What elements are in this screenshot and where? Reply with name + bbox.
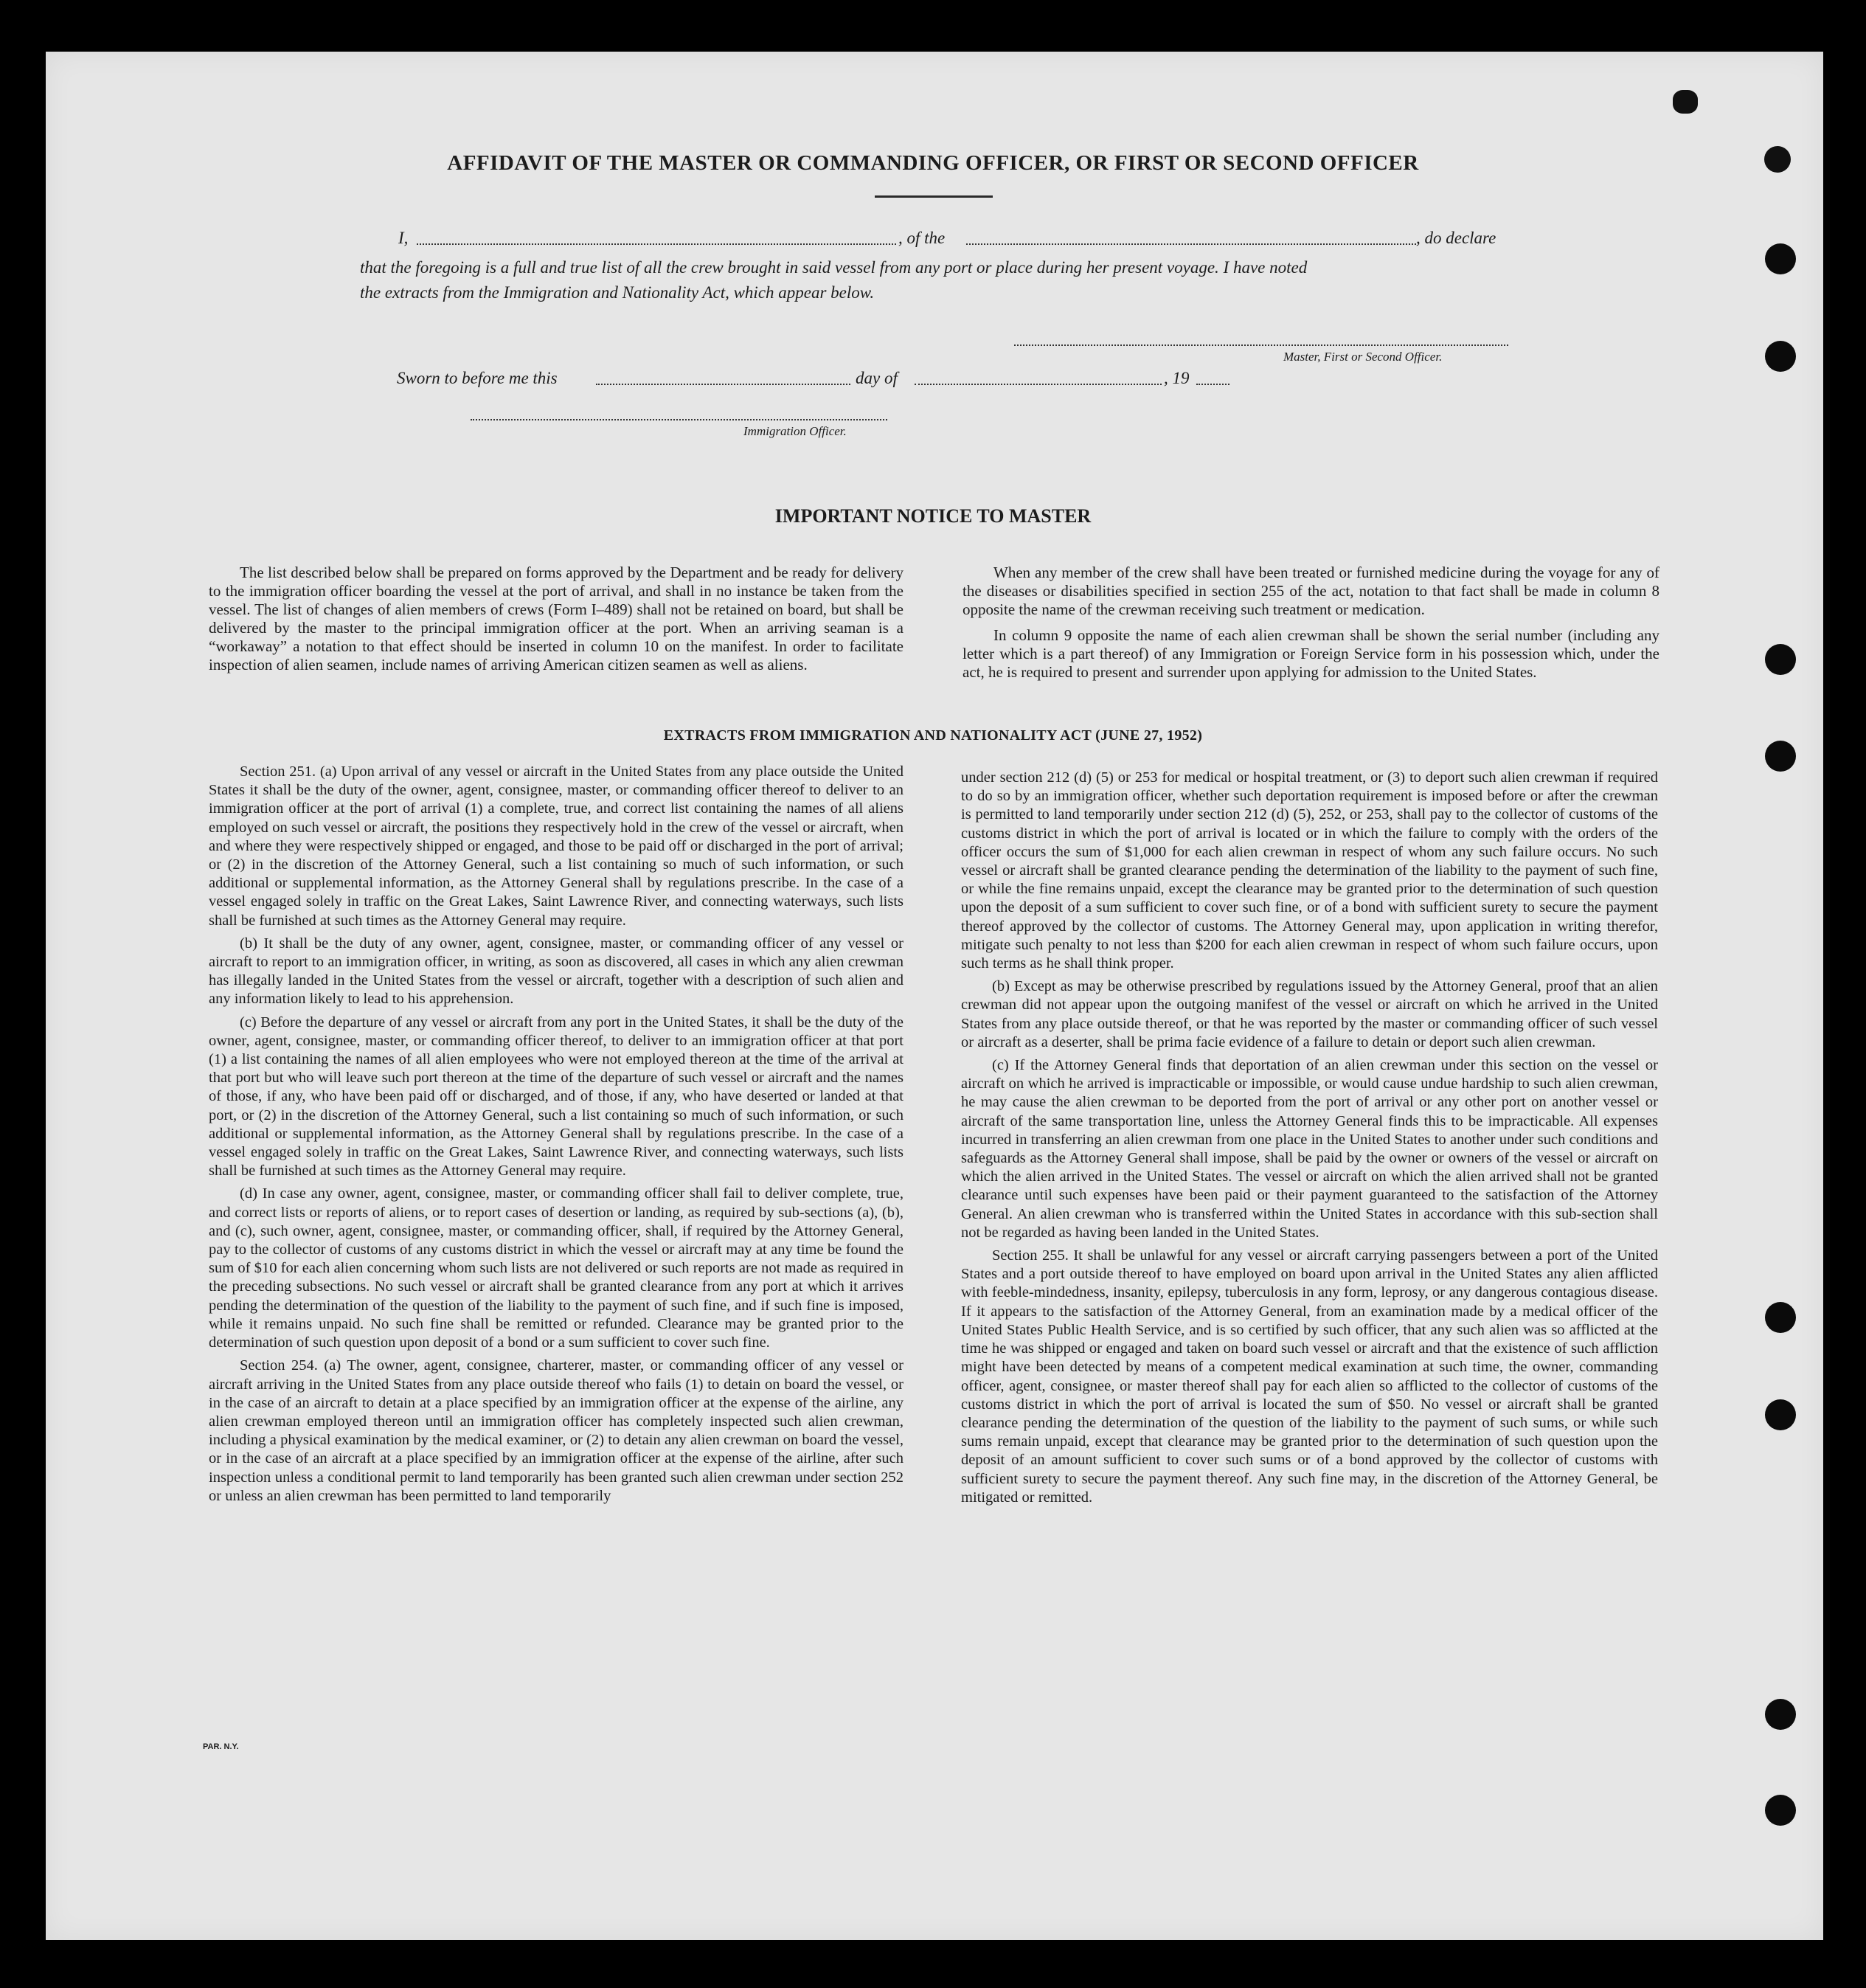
notice-left-column bbox=[209, 564, 903, 682]
do-declare-label: , do declare bbox=[1416, 229, 1496, 247]
binder-hole bbox=[1765, 243, 1796, 274]
notice-right-paragraph-1: When any member of the crew shall have been treated or furnished medicine during the voyage for any of the diseases or disabilities specified in section 255 of the act, notation to that fact shall be made in column 8 opposite the name of the crewman receiving such treatment or medication. bbox=[963, 564, 1659, 618]
binder-hole bbox=[1765, 741, 1796, 772]
sworn-day-line bbox=[596, 384, 850, 385]
section-254-a: Section 254. (a) The owner, agent, consignee, charterer, master, or commanding officer of any vessel or aircraft arriving in the United States from any place outside thereof who fails (1) to detain on board the vessel, or in the case of an aircraft to detain at a place specified by an immigration officer at the expense of the airline, any alien crewman employed thereon until an immigration officer has completely inspected such alien crewman, including a physical examination by the medical examiner, or (2) to detain any alien crewman on board the vessel, or in the case of an aircraft at a place specified by an immigration officer at the expense of the airline, after such inspection unless a conditional permit to land temporarily has been granted such alien crewman under section 252 or unless an alien crewman has been permitted to land temporarily bbox=[209, 1357, 903, 1504]
notice-right-paragraph-2: In column 9 opposite the name of each alien crewman shall be shown the serial number (including any letter which is a part thereof) of any Immigration or Foreign Service form in his possession which, under the act, he is required to present and surrender upon applying for admission to the United States. bbox=[963, 626, 1659, 681]
binder-hole bbox=[1765, 341, 1796, 372]
torn-corner-mark bbox=[1673, 90, 1698, 114]
extracts-left-column bbox=[209, 763, 903, 1510]
binder-hole bbox=[1765, 1399, 1796, 1430]
section-254-a-continued: under section 212 (d) (5) or 253 for medical or hospital treatment, or (3) to deport such alien crewman if required to do so by an immigration officer, whether such deportation requirement is imposed before or after the crewman is permitted to land temporarily under section 212 (d) (5), 252, or 253, shall pay to the collector of customs of the customs district in which the port of arrival is located or in which the failure to comply with the orders of the officer occurs the sum of $1,000 for each alien crewman in respect of whom any such failure occurs. No such vessel or aircraft shall be granted clearance pending the determination of the liability to the payment of such fine, or while the fine remains unpaid, except the clearance may be granted prior to the determination of such question upon the deposit of a sum sufficient to cover such fine, or of a bond with sufficient surety to secure the payment thereof approved by the collector of customs. The Attorney General may, upon application in writing therefor, mitigate such penalty to not less than $200 for each alien crewman in respect of whom such failure occurs, upon such terms as he shall think proper. bbox=[961, 769, 1658, 972]
extracts-right-column bbox=[961, 769, 1658, 1511]
notice-title: IMPORTANT NOTICE TO MASTER bbox=[774, 505, 1092, 527]
day-of-label: day of bbox=[856, 369, 898, 387]
affidavit-title: AFFIDAVIT OF THE MASTER OR COMMANDING OFFICER, OR FIRST OR SECOND OFFICER bbox=[447, 151, 1419, 175]
declaration-line-2: the extracts from the Immigration and Nationality Act, which appear below. bbox=[360, 283, 875, 302]
master-caption: Master, First or Second Officer. bbox=[1283, 350, 1443, 364]
declaration-line-1: that the foregoing is a full and true list of all the crew brought in said vessel from any port or place during her present voyage. I have noted bbox=[360, 258, 1308, 277]
sworn-year-line bbox=[1196, 384, 1229, 385]
binder-hole bbox=[1765, 1795, 1796, 1826]
of-the-label: , of the bbox=[898, 229, 946, 247]
sworn-month-line bbox=[915, 384, 1162, 385]
section-251-b: (b) It shall be the duty of any owner, agent, consignee, master, or commanding officer of any vessel or aircraft to report to an immigration officer, in writing, as soon as discovered, all cases in which any alien crewman has illegally landed in the United States from the vessel or aircraft, together with a description of such alien and any information likely to lead to his apprehension. bbox=[209, 935, 903, 1008]
notice-left-paragraph: The list described below shall be prepared on forms approved by the Department and be ready for delivery to the immigration officer boarding the vessel at the port of arrival, and shall in no instance be taken from the vessel. The list of changes of alien members of crews (Form I–489) shall not be retained on board, but shall be delivered by the master to the principal immigration officer at the port. When an arriving seaman is a “workaway” a notation to that effect should be inserted in column 10 on the manifest. In order to facilitate inspection of alien seamen, include names of arriving American citizen seamen as well as aliens. bbox=[209, 564, 903, 673]
section-254-c: (c) If the Attorney General finds that deportation of an alien crewman under this section on the vessel or aircraft on which he arrived is impracticable or impossible, or would cause undue hardship to such alien crewman, he may cause the alien crewman to be deported from the port of arrival or any other port on another vessel or aircraft of the same transportation line, unless the Attorney General finds this to be impracticable. All expenses incurred in transferring an alien crewman from one place in the United States to another under such conditions and safeguards as the Attorney General shall impose, shall be paid by the owner or owners of the vessel or aircraft on which the alien arrived in the United States. The vessel or aircraft on which the alien arrived shall not be granted clearance until such expenses have been paid or their payment guaranteed to the satisfaction of the Attorney General. An alien crewman who is transferred within the United States in accordance with this sub-section shall not be regarded as having been landed in the United States. bbox=[961, 1057, 1658, 1241]
master-signature-line bbox=[1014, 344, 1508, 346]
section-251-a: Section 251. (a) Upon arrival of any vessel or aircraft in the United States from any place outside the United States it shall be the duty of the owner, agent, consignee, master, or commanding officer thereof to deliver to an immigration officer at the port of arrival (1) a complete, true, and correct list containing the names of all aliens employed on such vessel or aircraft, the positions they respectively hold in the crew of the vessel or aircraft, when and where they were respectively shipped or engaged, and those to be paid off or discharged in the port of arrival; or (2) in the discretion of the Attorney General, such a list containing so much of such information, or such additional or supplemental information, as the Attorney General shall by regulations prescribe. In the case of a vessel engaged solely in traffic on the Great Lakes, Saint Lawrence River, and connecting waterways, such lists shall be furnished at such times as the Attorney General may require. bbox=[209, 763, 903, 929]
title-rule bbox=[875, 195, 993, 198]
i-label: I, bbox=[398, 229, 409, 247]
sworn-label: Sworn to before me this bbox=[397, 369, 558, 387]
section-251-d: (d) In case any owner, agent, consignee, master, or commanding officer shall fail to deliver complete, true, and correct lists or reports of aliens, or to report cases of desertion or landing, as required by sub-sections (a), (b), and (c), such owner, agent, consignee, master, or commanding officer, shall, if required by the Attorney General, pay to the collector of customs of any customs district in which the vessel or aircraft may at any time be found the sum of $10 for each alien concerning whom such lists are not delivered or such reports are not made as required in the preceding subsections. No such vessel or aircraft shall be granted clearance from any port at which it arrives pending the determination of the question of the liability to the payment of such fine, and if such fine is imposed, while it remains unpaid. No such fine shall be remitted or refunded. Clearance may be granted prior to the determination of such question upon deposit of a bond or a sum sufficient to cover such fine. bbox=[209, 1185, 903, 1351]
notice-right-column bbox=[963, 564, 1659, 689]
vessel-field-line bbox=[966, 243, 1416, 245]
binder-hole bbox=[1765, 1699, 1796, 1730]
immigration-officer-caption: Immigration Officer. bbox=[743, 424, 847, 438]
section-255: Section 255. It shall be unlawful for any vessel or aircraft carrying passengers between a port of the United States and a port outside thereof to have employed on board upon arrival in the United States any alien afflicted with feeble-mindedness, insanity, epilepsy, tuberculosis in any form, leprosy, or any dangerous contagious disease. If it appears to the satisfaction of the Attorney General, from an examination made by a medical officer of the United States Public Health Service, and is so certified by such officer, that any such alien was so afflicted at the time he was shipped or engaged and taken on board such vessel or aircraft and that the existence of such affliction might have been detected by means of a competent medical examination at such time, the owner, commanding officer, agent, consignee, or master thereof shall pay for each alien so afflicted to the collector of customs of the customs district in which the port of arrival is located the sum of $50. No vessel or aircraft shall be granted clearance pending the determination of the question of the liability to the payment of such sums, or while such sums remain unpaid, except that clearance may be granted prior to the determination of such question upon the deposit of an amount sufficient to cover such sums or of a bond approved by the collector of customs with sufficient surety to secure the payment thereof. Any such fine may, in the discretion of the Attorney General, be mitigated or remitted. bbox=[961, 1247, 1658, 1506]
printer-mark: PAR. N.Y. bbox=[203, 1742, 239, 1751]
officer-signature-line bbox=[471, 419, 887, 420]
section-254-b: (b) Except as may be otherwise prescribed by regulations issued by the Attorney General, proof that an alien crewman did not appear upon the outgoing manifest of the vessel or aircraft on which he arrived in the United States from any place outside thereof, or that he was reported by the master or commanding officer of such vessel or aircraft as a deserter, shall be prima facie evidence of a failure to detain or deport such alien crewman. bbox=[961, 978, 1658, 1050]
extracts-title: EXTRACTS FROM IMMIGRATION AND NATIONALITY ACT (JUNE 27, 1952) bbox=[663, 727, 1203, 744]
binder-hole bbox=[1765, 644, 1796, 675]
year-label: , 19 bbox=[1164, 369, 1190, 387]
binder-hole bbox=[1765, 1302, 1796, 1333]
name-field-line bbox=[417, 243, 896, 245]
section-251-c: (c) Before the departure of any vessel or aircraft from any port in the United States, it shall be the duty of the owner, agent, consignee, master, or commanding officer thereof, to deliver to an immigration officer at that port (1) a list containing the names of all alien employees who were not employed thereon at the time of the arrival at that port but who will leave such port thereon at the time of the departure of such vessel or aircraft and the names of those, if any, who have been paid off or discharged, and of those, if any, who have deserted or landed at that port, or (2) in the discretion of the Attorney General, such a list containing so much of such information, or such additional or supplemental information, as the Attorney General shall by regulations prescribe. In the case of a vessel engaged solely in traffic on the Great Lakes, Saint Lawrence River, and connecting waterways, such lists shall be furnished at such times as the Attorney General may require. bbox=[209, 1014, 903, 1180]
